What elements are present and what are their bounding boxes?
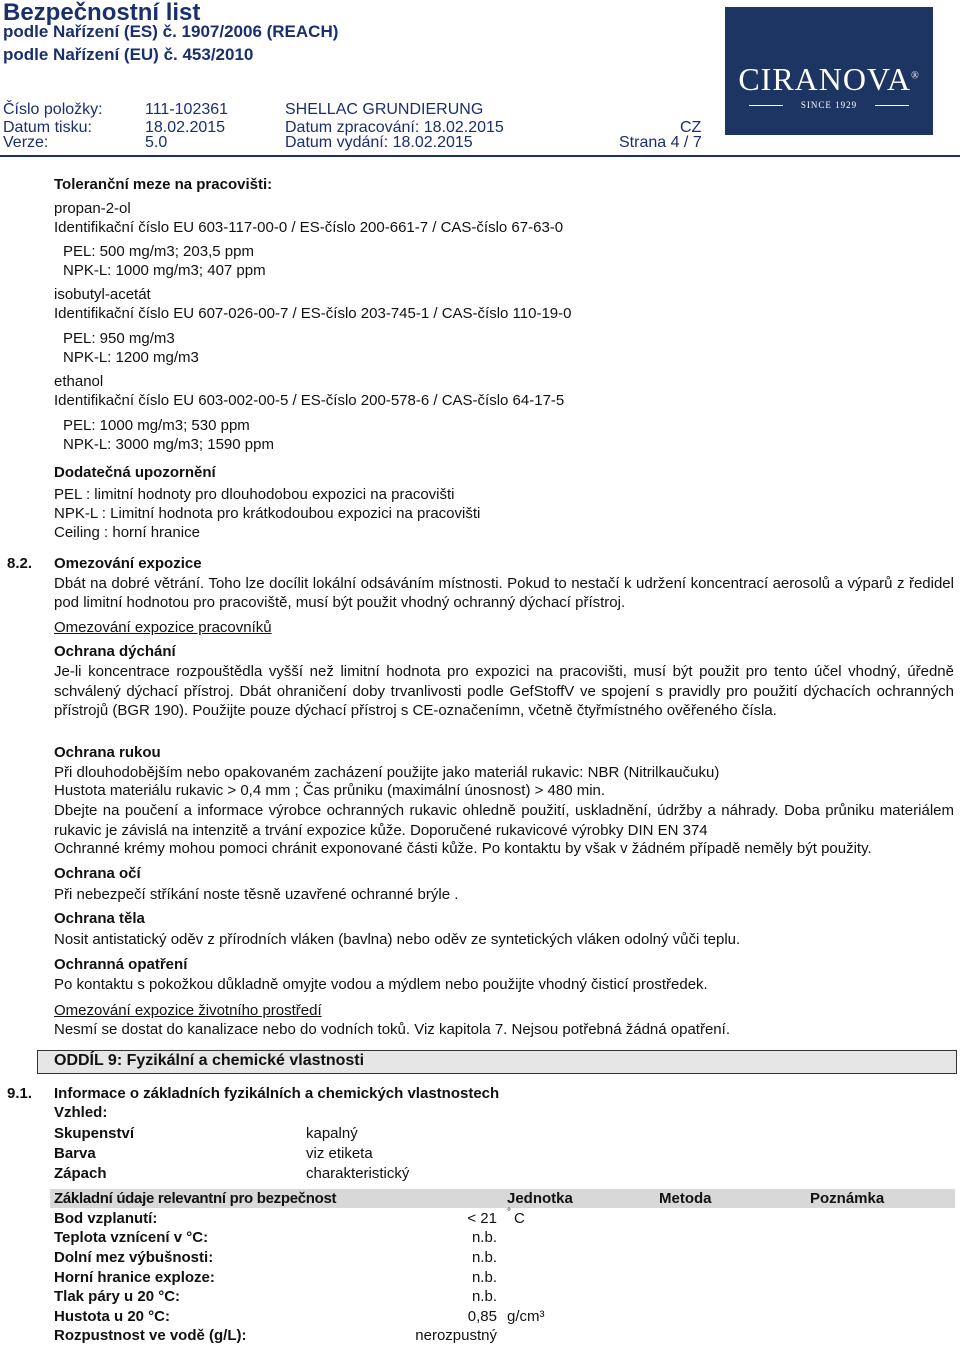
processing-date: Datum zpracování: 18.02.2015 <box>285 119 504 136</box>
table-row-unit: g/cm³ <box>507 1308 545 1325</box>
substance-ids: Identifikační číslo EU 603-002-00-5 / ES-číslo 200-578-6 / CAS-číslo 64-17-5 <box>54 392 565 409</box>
eyes-text: Při nebezpečí stříkání noste těsně uzavřené ochranné brýle . <box>54 886 459 903</box>
version-value: 5.0 <box>145 134 168 151</box>
registered-icon: ® <box>911 70 920 82</box>
product-name: SHELLAC GRUNDIERUNG <box>285 101 484 118</box>
table-row-value: n.b. <box>471 1288 497 1305</box>
table-row-label: Horní hranice exploze: <box>54 1269 215 1286</box>
table-row-value: 0,85 <box>467 1308 497 1325</box>
body-heading: Ochrana těla <box>54 910 145 927</box>
item-number-value: 111-102361 <box>145 101 229 118</box>
section-9-title: ODDÍL 9: Fyzikální a chemické vlastnosti <box>54 1052 365 1069</box>
odor-label: Zápach <box>54 1165 107 1182</box>
exposure-heading: Omezování expozice <box>54 555 202 572</box>
column-header-note: Poznámka <box>810 1190 885 1207</box>
measures-text: Po kontaktu s pokožkou důkladně omyjte vodou a mýdlem nebo použijte vhodný čisticí prostředek. <box>54 976 708 993</box>
env-heading: Omezování expozice životního prostředí <box>54 1002 322 1019</box>
issue-date: Datum vydání: 18.02.2015 <box>285 134 473 151</box>
state-label: Skupenství <box>54 1125 135 1142</box>
substance-ids: Identifikační číslo EU 603-117-00-0 / ES-číslo 200-661-7 / CAS-číslo 67-63-0 <box>54 219 564 236</box>
eyes-heading: Ochrana očí <box>54 865 141 882</box>
ciranova-logo <box>725 7 933 135</box>
item-number-label: Číslo položky: <box>3 101 103 118</box>
hands-heading: Ochrana rukou <box>54 744 161 761</box>
substance-pel: PEL: 500 mg/m3; 203,5 ppm <box>63 243 254 260</box>
workers-heading: Omezování expozice pracovníků <box>54 619 272 636</box>
print-date-value: 18.02.2015 <box>145 119 226 136</box>
respiratory-heading: Ochrana dýchání <box>54 643 176 660</box>
exposure-text: Dbát na dobré větrání. Toho lze docílit lokální odsáváním místnosti. Pokud to nestačí k udržení koncentrací aerosolů a výparů z ředidel pod limitní hodnotou pro pracoviště, musí být použit vhodný ochranný dýchací přístroj. <box>54 575 954 611</box>
state-value: kapalný <box>306 1125 358 1142</box>
version-label: Verze: <box>3 134 49 151</box>
table-row-label: Hustota u 20 °C: <box>54 1308 171 1325</box>
regulation-2: podle Nařízení (EU) č. 453/2010 <box>3 45 254 64</box>
color-value: viz etiketa <box>306 1145 373 1162</box>
country-code: CZ <box>680 119 702 136</box>
env-text: Nesmí se dostat do kanalizace nebo do vodních toků. Viz kapitola 7. Nejsou potřebná žádná opatření. <box>54 1021 730 1038</box>
column-header-unit: Jednotka <box>507 1190 573 1207</box>
table-row-label: Rozpustnost ve vodě (g/L): <box>54 1327 247 1344</box>
section-number-8-2: 8.2. <box>7 555 33 572</box>
table-row-unit: C <box>514 1210 525 1227</box>
column-header-method: Metoda <box>659 1190 712 1207</box>
respiratory-text: Je-li koncentrace rozpouštědla vyšší než limitní hodnota pro expozici na pracovišti, musí být použit pro tento účel vhodný, úředně schválený dýchací přístroj. Dbát ohraničení doby trvanlivosti podle GefStoffV ve spojení s pravidly pro použití dýchacích ochranných přístrojů (BGR 190). Použijte pouze dýchací přístroj s CE-označenímn, včetně čtyřmístného ověřeného čísla. <box>54 663 954 719</box>
regulation-1: podle Nařízení (ES) č. 1907/2006 (REACH) <box>3 22 339 41</box>
odor-value: charakteristický <box>306 1165 410 1182</box>
substance-npk: NPK-L: 3000 mg/m3; 1590 ppm <box>63 436 274 453</box>
table-row-label: Tlak páry u 20 °C: <box>54 1288 181 1305</box>
notes-heading: Dodatečná upozornění <box>54 464 216 481</box>
section-9-1-heading: Informace o základních fyzikálních a chemických vlastnostech <box>54 1085 500 1102</box>
substance-name: ethanol <box>54 373 104 390</box>
print-date-label: Datum tisku: <box>3 119 92 136</box>
appearance-label: Vzhled: <box>54 1104 108 1121</box>
table-row-value: n.b. <box>471 1269 497 1286</box>
note-line: Ceiling : horní hranice <box>54 524 200 541</box>
note-line: PEL : limitní hodnoty pro dlouhodobou expozici na pracovišti <box>54 486 455 503</box>
logo-divider-right <box>875 105 909 106</box>
table-row-value: < 21 <box>467 1210 497 1227</box>
table-row-value: n.b. <box>471 1229 497 1246</box>
substance-ids: Identifikační číslo EU 607-026-00-7 / ES-číslo 203-745-1 / CAS-číslo 110-19-0 <box>54 305 572 322</box>
logo-wordmark: CIRANOVA® <box>738 61 920 97</box>
substance-pel: PEL: 1000 mg/m3; 530 ppm <box>63 417 250 434</box>
table-row-label: Bod vzplanutí: <box>54 1210 158 1227</box>
table-row-value: n.b. <box>471 1249 497 1266</box>
header-divider <box>0 155 960 157</box>
degree-icon: ° <box>507 1207 511 1218</box>
body-text: Nosit antistatický oděv z přírodních vláken (bavlna) nebo oděv ze syntetických vláken odolný vůči teplu. <box>54 931 741 948</box>
hands-material: Při dlouhodobějším nebo opakovaném zacházení použijte jako materiál rukavic: NBR (Nitrilkaučuku) <box>54 764 720 781</box>
hands-thickness: Hustota materiálu rukavic > 0,4 mm ; Čas průniku (maximální únosnost) > 480 min. <box>54 782 606 799</box>
substance-npk: NPK-L: 1000 mg/m3; 407 ppm <box>63 262 266 279</box>
section-9-header <box>37 1050 957 1074</box>
column-header-property: Základní údaje relevantní pro bezpečnost <box>54 1190 337 1207</box>
hands-text: Dbejte na poučení a informace výrobce ochranných rukavic ohledně použití, uskladnění, údržby a náhrady. Doba průniku materiálem rukavic je závislá na intenzitě a trvání expozice kůže. Doporučené rukavicové výrobky DIN EN 374 <box>54 802 954 839</box>
measures-heading: Ochranná opatření <box>54 956 188 973</box>
table-row-label: Teplota vznícení v °C: <box>54 1229 209 1246</box>
substance-pel: PEL: 950 mg/m3 <box>63 330 175 347</box>
logo-since: SINCE 1929 <box>800 100 858 110</box>
table-row-value: nerozpustný <box>415 1327 497 1344</box>
substance-npk: NPK-L: 1200 mg/m3 <box>63 349 199 366</box>
note-line: NPK-L : Limitní hodnota pro krátkodoubou expozici na pracovišti <box>54 505 481 522</box>
substance-name: propan-2-ol <box>54 200 131 217</box>
page-number: Strana 4 / 7 <box>619 134 702 151</box>
document-title: Bezpečnostní list <box>3 0 201 26</box>
substance-name: isobutyl-acetát <box>54 286 151 303</box>
limits-heading: Toleranční meze na pracovišti: <box>54 176 273 193</box>
color-label: Barva <box>54 1145 96 1162</box>
table-row-label: Dolní mez výbušnosti: <box>54 1249 214 1266</box>
hands-cream: Ochranné krémy mohou pomoci chránit exponované části kůže. Po kontaktu by však v žádném případě neměly být použity. <box>54 840 872 857</box>
section-number-9-1: 9.1. <box>7 1085 33 1102</box>
